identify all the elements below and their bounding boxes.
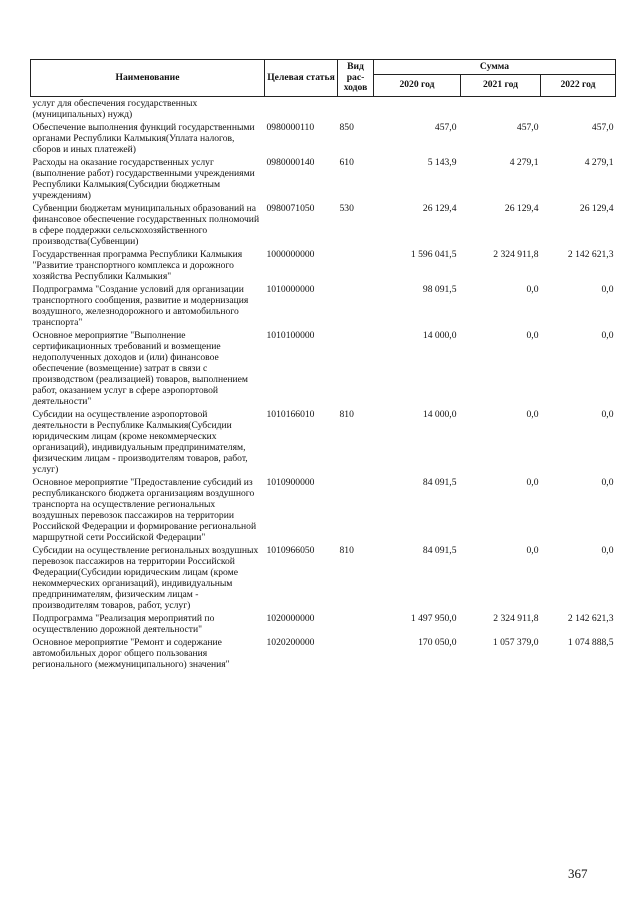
row-value-2020: 14 000,0 bbox=[422, 330, 457, 341]
table-header bbox=[31, 60, 616, 97]
table-row bbox=[31, 409, 616, 477]
row-value-2021: 4 279,1 bbox=[509, 157, 539, 168]
header-year-2022: 2022 год bbox=[541, 75, 616, 97]
header-year-2021: 2021 год bbox=[461, 75, 541, 97]
table-row bbox=[31, 477, 616, 545]
row-value-2020: 84 091,5 bbox=[422, 545, 457, 556]
header-sum: Сумма bbox=[374, 60, 616, 75]
row-kind bbox=[338, 613, 374, 637]
table-row bbox=[31, 613, 616, 637]
row-kind bbox=[338, 249, 374, 284]
row-name: Подпрограмма "Создание условий для организации транспортного сообщения, развитие и модернизация воздушного, железнодорожного и автомобильного транспорта" bbox=[32, 284, 249, 328]
row-value-2020: 98 091,5 bbox=[422, 284, 457, 295]
row-name: Субсидии на осуществление аэропортовой деятельности в Республике Калмыкия(Субсидии юридическим лицам (кроме некоммерческих организаций), индивидуальным предпринимателям, физическим лицам - производителям товаров, работ, услуг) bbox=[32, 409, 248, 475]
row-kind bbox=[338, 284, 374, 330]
row-value-2021: 1 057 379,0 bbox=[492, 637, 539, 648]
row-code: 1010900000 bbox=[266, 477, 315, 488]
row-value-2021 bbox=[461, 97, 541, 123]
table-row bbox=[31, 330, 616, 409]
row-value-2020: 26 129,4 bbox=[422, 203, 457, 214]
row-kind: 810 bbox=[339, 545, 354, 556]
row-kind bbox=[338, 477, 374, 545]
row-code: 1010966050 bbox=[266, 545, 315, 556]
table-row bbox=[31, 122, 616, 157]
row-name: услуг для обеспечения государственных (муниципальных) нужд) bbox=[32, 98, 198, 120]
row-value-2021: 0,0 bbox=[526, 330, 539, 341]
row-value-2022: 457,0 bbox=[591, 122, 614, 133]
row-kind: 810 bbox=[339, 409, 354, 420]
header-name: Наименование bbox=[31, 60, 265, 97]
row-value-2021: 2 324 911,8 bbox=[493, 613, 539, 624]
row-code: 0980000140 bbox=[266, 157, 315, 168]
row-value-2022: 2 142 621,3 bbox=[567, 613, 614, 624]
row-value-2022: 0,0 bbox=[601, 545, 614, 556]
row-code: 0980071050 bbox=[266, 203, 315, 214]
row-name: Подпрограмма "Реализация мероприятий по осуществлению дорожной деятельности" bbox=[32, 613, 215, 635]
budget-table bbox=[30, 59, 616, 672]
row-value-2020 bbox=[374, 97, 461, 123]
row-value-2022: 4 279,1 bbox=[584, 157, 614, 168]
row-kind bbox=[338, 330, 374, 409]
row-code: 1000000000 bbox=[266, 249, 315, 260]
row-kind: 610 bbox=[339, 157, 354, 168]
row-value-2020: 5 143,9 bbox=[427, 157, 457, 168]
row-code: 1010166010 bbox=[266, 409, 315, 420]
row-code: 1010100000 bbox=[266, 330, 315, 341]
row-value-2020: 1 497 950,0 bbox=[410, 613, 457, 624]
row-value-2022: 0,0 bbox=[601, 330, 614, 341]
row-value-2022: 0,0 bbox=[601, 284, 614, 295]
row-value-2020: 84 091,5 bbox=[422, 477, 457, 488]
row-value-2021: 457,0 bbox=[516, 122, 539, 133]
row-name: Основное мероприятие "Ремонт и содержание автомобильных дорог общего пользования регионального (межмуниципального) значения" bbox=[32, 637, 230, 670]
row-name: Основное мероприятие "Выполнение сертификационных требований и возмещение недополученных доходов и (или) финансовое обеспечение (возмещение) затрат в связи с производством (реализацией) товаров, выполнением работ, оказанием услуг в сфере аэропортовой деятельности" bbox=[32, 330, 248, 407]
header-kind bbox=[338, 60, 374, 97]
table-row bbox=[31, 545, 616, 613]
row-name: Субсидии на осуществление региональных воздушных перевозок пассажиров на территории Российской Федерации(Субсидии юридическим лицам (кроме некоммерческих организаций), индивидуальным предпринимателям, физическим лицам - производителям товаров, работ, услуг) bbox=[32, 545, 259, 611]
row-kind: 850 bbox=[339, 122, 354, 133]
table-row bbox=[31, 284, 616, 330]
header-year-2020: 2020 год bbox=[374, 75, 461, 97]
row-value-2020: 170 050,0 bbox=[418, 637, 457, 648]
page-number: 367 bbox=[568, 866, 588, 881]
row-kind: 530 bbox=[339, 203, 354, 214]
row-value-2020: 1 596 041,5 bbox=[410, 249, 457, 260]
row-value-2022: 2 142 621,3 bbox=[567, 249, 614, 260]
row-value-2022: 0,0 bbox=[601, 477, 614, 488]
table-body bbox=[31, 97, 616, 673]
row-name: Расходы на оказание государственных услуг (выполнение работ) государственными учреждениями Республики Калмыкия(Субсидии бюджетным учреждениям) bbox=[32, 157, 255, 201]
table-row bbox=[31, 203, 616, 249]
row-code: 0980000110 bbox=[266, 122, 315, 133]
row-value-2022: 1 074 888,5 bbox=[567, 637, 614, 648]
header-kind-line: рас- bbox=[346, 71, 365, 83]
table-row bbox=[31, 97, 616, 123]
row-value-2021: 0,0 bbox=[526, 409, 539, 420]
row-code bbox=[265, 97, 338, 123]
row-value-2020: 14 000,0 bbox=[422, 409, 457, 420]
header-target: Целевая статья bbox=[265, 60, 338, 97]
table-row bbox=[31, 637, 616, 672]
row-value-2021: 0,0 bbox=[526, 477, 539, 488]
row-value-2022: 26 129,4 bbox=[579, 203, 614, 214]
row-code: 1020000000 bbox=[266, 613, 315, 624]
header-kind-line: Вид bbox=[347, 61, 364, 73]
row-value-2022 bbox=[541, 97, 616, 123]
row-value-2021: 2 324 911,8 bbox=[493, 249, 539, 260]
table-row bbox=[31, 157, 616, 203]
row-code: 1020200000 bbox=[266, 637, 315, 648]
row-value-2021: 26 129,4 bbox=[504, 203, 539, 214]
row-value-2021: 0,0 bbox=[526, 545, 539, 556]
row-name: Государственная программа Республики Калмыкия "Развитие транспортного комплекса и дорожного хозяйства Республики Калмыкия" bbox=[32, 249, 243, 282]
row-name: Субвенции бюджетам муниципальных образований на финансовое обеспечение государственных полномочий в сфере поддержки сельскохозяйственного производства(Субвенции) bbox=[32, 203, 260, 247]
row-value-2020: 457,0 bbox=[434, 122, 457, 133]
row-kind bbox=[338, 637, 374, 672]
row-code: 1010000000 bbox=[266, 284, 315, 295]
table-row bbox=[31, 249, 616, 284]
row-name: Основное мероприятие "Предоставление субсидий из республиканского бюджета организациям воздушного транспорта на осуществление региональных воздушных перевозок пассажиров на территории Российской Федерации и формирование региональной маршрутной сети Российской Федерации" bbox=[32, 477, 257, 543]
row-name: Обеспечение выполнения функций государственными органами Республики Калмыкия(Уплата налогов, сборов и иных платежей) bbox=[32, 122, 255, 155]
row-value-2021: 0,0 bbox=[526, 284, 539, 295]
header-kind-line: ходов bbox=[343, 82, 368, 94]
row-value-2022: 0,0 bbox=[601, 409, 614, 420]
row-kind bbox=[338, 97, 374, 123]
